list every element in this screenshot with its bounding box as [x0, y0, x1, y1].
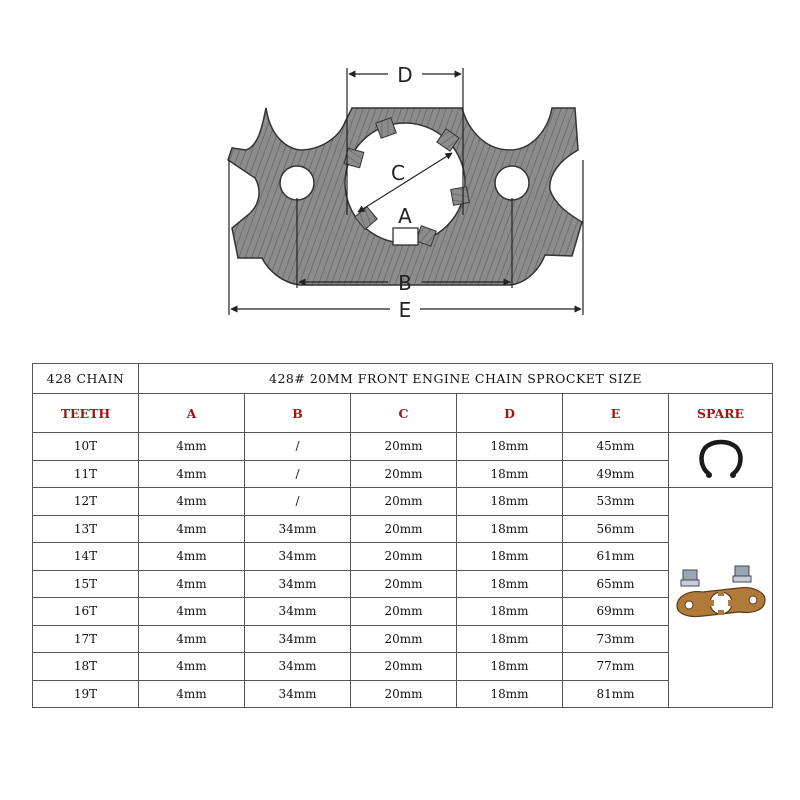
header-spare: SPARE: [669, 394, 773, 433]
bolt-icon: [681, 570, 699, 586]
label-c: C: [391, 161, 405, 185]
cell-b: 34mm: [245, 598, 351, 626]
header-b: B: [245, 394, 351, 433]
cell-c: 20mm: [351, 680, 457, 708]
cell-e: 73mm: [563, 625, 669, 653]
cell-d: 18mm: [457, 460, 563, 488]
cell-e: 56mm: [563, 515, 669, 543]
cell-d: 18mm: [457, 598, 563, 626]
sprocket-size-table: [32, 363, 773, 708]
table-row: [33, 515, 773, 543]
table-body: [33, 433, 773, 708]
cell-c: 20mm: [351, 625, 457, 653]
label-e: E: [398, 298, 412, 322]
table-row: [33, 625, 773, 653]
cell-b: /: [245, 460, 351, 488]
retainer-plate-with-bolts-icon: [673, 560, 769, 636]
cell-d: 18mm: [457, 680, 563, 708]
cell-a: 4mm: [139, 433, 245, 461]
cell-c: 20mm: [351, 570, 457, 598]
cell-c: 20mm: [351, 543, 457, 571]
cell-a: 4mm: [139, 460, 245, 488]
cell-teeth: 19T: [33, 680, 139, 708]
cell-teeth: 16T: [33, 598, 139, 626]
cell-b: 34mm: [245, 543, 351, 571]
cell-d: 18mm: [457, 515, 563, 543]
label-a: A: [398, 204, 412, 228]
cell-b: 34mm: [245, 680, 351, 708]
header-e: E: [563, 394, 669, 433]
corner-label: 428 CHAIN: [33, 364, 139, 394]
cell-teeth: 17T: [33, 625, 139, 653]
cell-e: 81mm: [563, 680, 669, 708]
cell-e: 77mm: [563, 653, 669, 681]
cell-d: 18mm: [457, 570, 563, 598]
table-row: [33, 433, 773, 461]
cell-teeth: 12T: [33, 488, 139, 516]
cell-a: 4mm: [139, 680, 245, 708]
cell-c: 20mm: [351, 433, 457, 461]
header-teeth: TEETH: [33, 394, 139, 433]
cell-b: 34mm: [245, 570, 351, 598]
cell-a: 4mm: [139, 653, 245, 681]
cell-d: 18mm: [457, 433, 563, 461]
cell-a: 4mm: [139, 625, 245, 653]
header-d: D: [457, 394, 563, 433]
cell-teeth: 14T: [33, 543, 139, 571]
cell-c: 20mm: [351, 515, 457, 543]
table-row: [33, 460, 773, 488]
cell-teeth: 13T: [33, 515, 139, 543]
spare-circlip-cell: [669, 433, 773, 488]
header-c: C: [351, 394, 457, 433]
cell-c: 20mm: [351, 488, 457, 516]
table-row: [33, 570, 773, 598]
cell-teeth: 18T: [33, 653, 139, 681]
cell-a: 4mm: [139, 488, 245, 516]
cell-e: 53mm: [563, 488, 669, 516]
label-b: B: [398, 271, 412, 295]
table-row: [33, 598, 773, 626]
cell-d: 18mm: [457, 653, 563, 681]
cell-b: /: [245, 488, 351, 516]
cell-e: 69mm: [563, 598, 669, 626]
cell-a: 4mm: [139, 570, 245, 598]
table-title: 428# 20MM FRONT ENGINE CHAIN SPROCKET SIZE: [139, 364, 773, 394]
table-title-row: [33, 364, 773, 394]
table-row: [33, 653, 773, 681]
cell-teeth: 11T: [33, 460, 139, 488]
cell-teeth: 10T: [33, 433, 139, 461]
cell-d: 18mm: [457, 625, 563, 653]
cell-b: 34mm: [245, 653, 351, 681]
spare-retainer-cell: [669, 488, 773, 708]
cell-e: 61mm: [563, 543, 669, 571]
cell-a: 4mm: [139, 598, 245, 626]
bolt-icon: [733, 566, 751, 582]
table-row: [33, 680, 773, 708]
cell-b: /: [245, 433, 351, 461]
cell-d: 18mm: [457, 543, 563, 571]
cell-b: 34mm: [245, 625, 351, 653]
cell-d: 18mm: [457, 488, 563, 516]
sprocket-dimension-diagram: [0, 0, 800, 340]
label-d: D: [397, 63, 413, 87]
header-a: A: [139, 394, 245, 433]
cell-c: 20mm: [351, 598, 457, 626]
cell-b: 34mm: [245, 515, 351, 543]
cell-c: 20mm: [351, 460, 457, 488]
cell-a: 4mm: [139, 515, 245, 543]
cell-e: 49mm: [563, 460, 669, 488]
cell-teeth: 15T: [33, 570, 139, 598]
cell-e: 65mm: [563, 570, 669, 598]
table-header-row: [33, 394, 773, 433]
cell-c: 20mm: [351, 653, 457, 681]
cell-a: 4mm: [139, 543, 245, 571]
table-row: [33, 488, 773, 516]
circlip-icon: [693, 438, 749, 482]
table-row: [33, 543, 773, 571]
cell-e: 45mm: [563, 433, 669, 461]
sprocket-plate: [228, 108, 582, 285]
